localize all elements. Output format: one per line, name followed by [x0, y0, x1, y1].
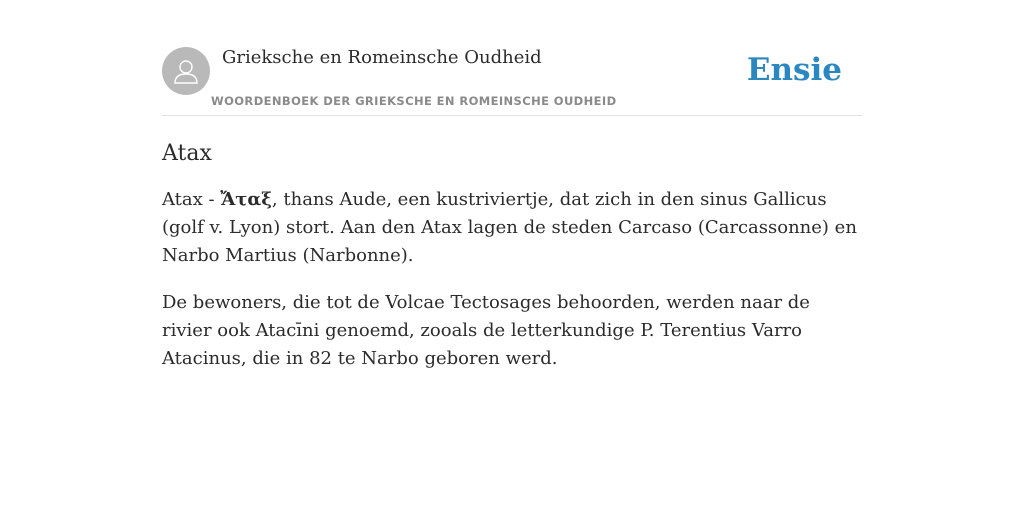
headword: Atax — [162, 141, 212, 166]
dictionary-title[interactable]: Grieksche en Romeinsche Oudheid — [222, 47, 542, 68]
dictionary-avatar[interactable] — [162, 47, 210, 95]
dictionary-subtitle: WOORDENBOEK DER GRIEKSCHE EN ROMEINSCHE OUDHEID — [211, 94, 617, 108]
article-paragraph-2: De bewoners, die tot de Volcae Tectosages behoorden, werden naar de rivier ook Atacīni genoemd, zooals de letterkundige P. Terentius Varro Atacinus, die in 82 te Narbo geboren werd. — [162, 292, 810, 369]
article-paragraph-1 — [162, 186, 862, 270]
article — [162, 138, 862, 373]
greek-term: Ἄταξ — [220, 189, 272, 210]
ensie-logo[interactable]: Ensie — [746, 52, 842, 88]
paragraph-rest: , thans Aude, een kustriviertje, dat zich in den sinus Gallicus (golf v. Lyon) stort. Aan den Atax lagen de steden Carcaso (Carcassonne) en Narbo Martius (Narbonne). — [162, 189, 857, 266]
dictionary-header — [162, 47, 862, 116]
user-icon — [171, 56, 201, 86]
paragraph-lead: Atax - — [162, 189, 221, 210]
